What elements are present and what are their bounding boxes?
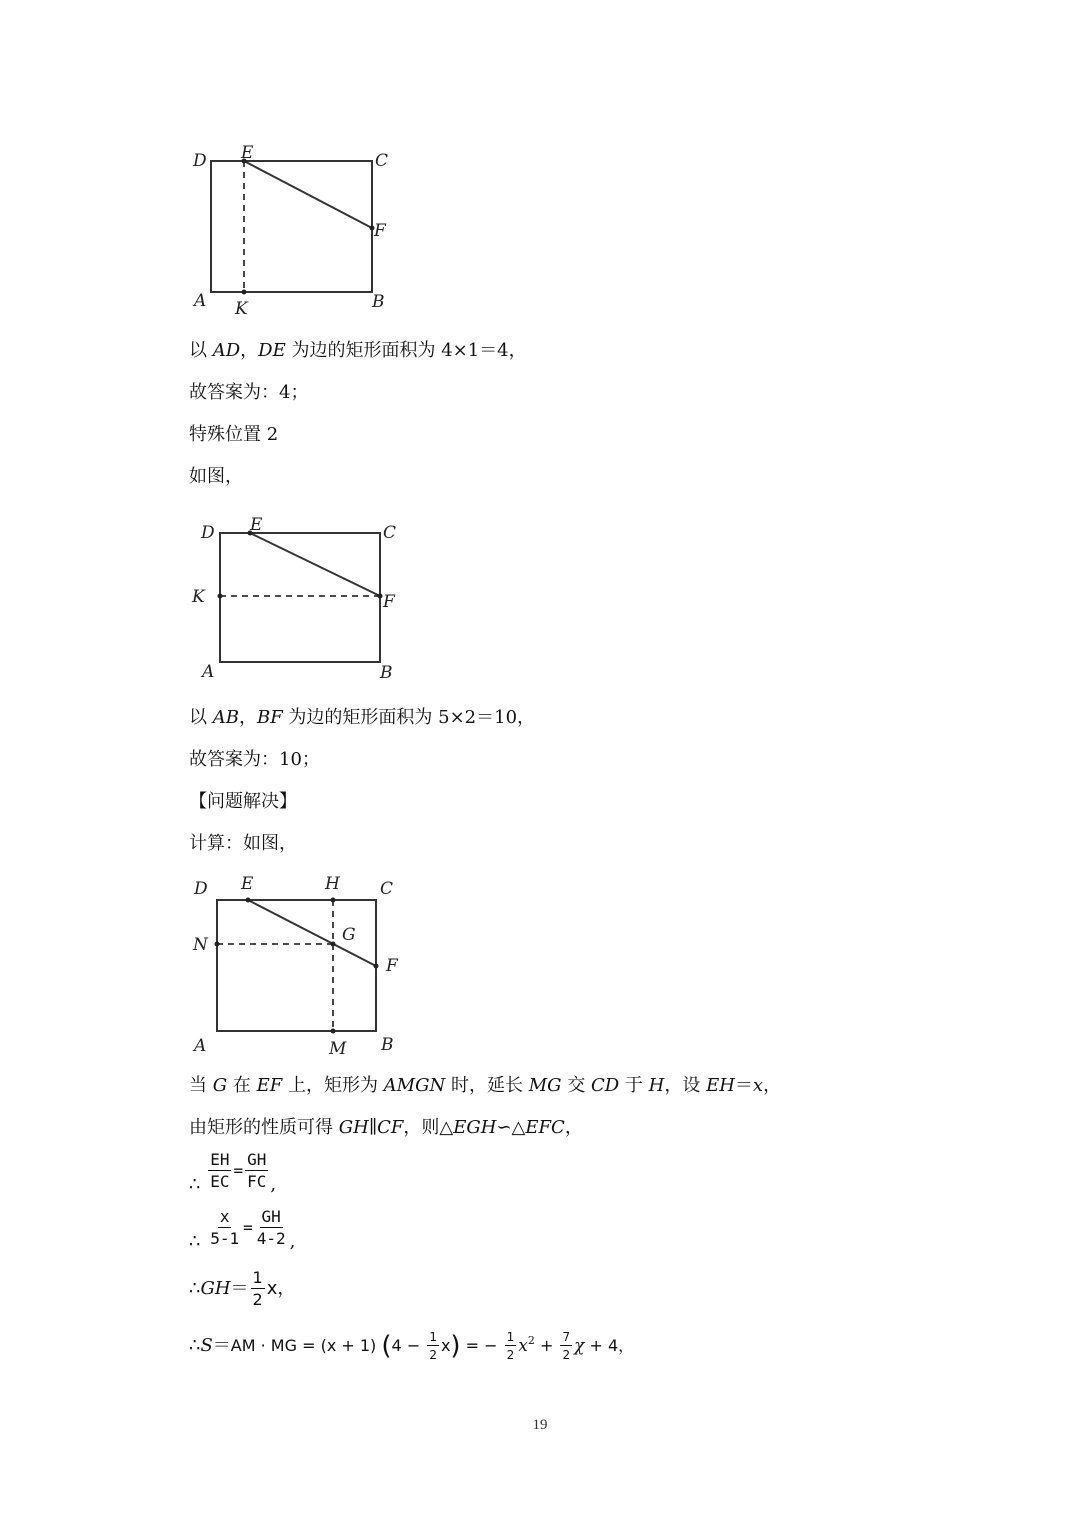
label-d: D bbox=[193, 151, 207, 171]
point-n bbox=[215, 942, 220, 947]
label-h: H bbox=[325, 874, 340, 894]
fraction-one-half: $\frac{1}{2}$ bbox=[252, 1268, 263, 1309]
equation-1: ∴ $\frac{EH}{EC}$ = $\frac{GH}{FC}$ , bbox=[189, 1150, 277, 1195]
label-k: K bbox=[192, 587, 205, 607]
figure-rectangle-2 bbox=[185, 510, 415, 690]
text-line-6: 故答案为：10； bbox=[189, 749, 320, 770]
text-line-3: 特殊位置 2 bbox=[189, 424, 279, 445]
fraction-eh-ec: $\frac{EH}{EC}$ bbox=[210, 1150, 230, 1191]
rectangle-abcd bbox=[211, 161, 372, 292]
text-line-7: 【问题解决】 bbox=[189, 791, 297, 812]
label-a: A bbox=[194, 291, 207, 311]
text-line-8: 计算：如图， bbox=[189, 833, 297, 854]
label-e: E bbox=[241, 874, 254, 894]
label-e: E bbox=[250, 515, 263, 535]
point-f bbox=[374, 964, 379, 969]
rectangle-abcd bbox=[220, 533, 380, 662]
point-h bbox=[331, 898, 336, 903]
equation-4: ∴S＝AM · MG = (x + 1) (4 − $\frac{1}{2}$ x) = − $\frac{1}{2}$ $x^2$ + $\frac{7}{2}$ χ + 4， bbox=[189, 1330, 635, 1362]
label-b: B bbox=[381, 1035, 394, 1055]
point-e bbox=[246, 898, 251, 903]
label-k: K bbox=[235, 299, 248, 319]
label-f: F bbox=[386, 956, 398, 976]
label-g: G bbox=[342, 925, 356, 945]
point-k bbox=[242, 290, 247, 295]
text-line-9: 当 G 在 EF 上，矩形为 AMGN 时，延长 MG 交 CD 于 H，设 EH＝x， bbox=[189, 1075, 782, 1096]
label-a: A bbox=[202, 662, 215, 682]
text-line-4: 如图， bbox=[189, 466, 243, 487]
label-b: B bbox=[380, 663, 393, 683]
point-k bbox=[218, 594, 223, 599]
label-m: M bbox=[329, 1039, 347, 1059]
figure-rectangle-1 bbox=[185, 140, 415, 320]
label-c: C bbox=[383, 523, 397, 543]
point-f bbox=[378, 594, 383, 599]
label-d: D bbox=[201, 523, 215, 543]
point-m bbox=[331, 1029, 336, 1034]
equation-2: ∴ $\frac{x}{5-1}$ = $\frac{GH}{4-2}$ , bbox=[189, 1207, 296, 1252]
text-line-5: 以 AB，BF 为边的矩形面积为 5×2＝10， bbox=[189, 707, 536, 728]
fraction-gh-fc: $\frac{GH}{FC}$ bbox=[247, 1150, 267, 1191]
equation-3: ∴GH＝ $\frac{1}{2}$ x， bbox=[189, 1268, 296, 1309]
label-f: F bbox=[383, 592, 395, 612]
label-c: C bbox=[375, 151, 389, 171]
page-number: 19 bbox=[532, 1417, 548, 1433]
fraction-gh-4-2: $\frac{GH}{4-2}$ bbox=[256, 1207, 286, 1248]
label-a: A bbox=[194, 1036, 207, 1056]
label-b: B bbox=[372, 292, 385, 312]
segment-ef bbox=[244, 161, 372, 228]
point-g bbox=[331, 942, 336, 947]
text-line-1: 以 AD，DE 为边的矩形面积为 4×1＝4， bbox=[189, 340, 527, 361]
text-line-10: 由矩形的性质可得 GH∥CF，则△EGH∽△EFC， bbox=[189, 1117, 583, 1138]
label-n: N bbox=[193, 935, 208, 955]
fraction-half-b: $\frac{1}{2}$ bbox=[506, 1330, 515, 1362]
fraction-half-a: $\frac{1}{2}$ bbox=[429, 1330, 437, 1362]
segment-ef bbox=[250, 533, 380, 596]
label-d: D bbox=[194, 879, 208, 899]
label-c: C bbox=[380, 879, 394, 899]
figure-rectangle-3 bbox=[185, 870, 415, 1060]
rectangle-abcd bbox=[217, 900, 376, 1031]
segment-ef bbox=[248, 900, 376, 966]
fraction-seven-half: $\frac{7}{2}$ bbox=[562, 1330, 571, 1362]
label-f: F bbox=[374, 221, 386, 241]
text-line-2: 故答案为：4； bbox=[189, 382, 309, 403]
label-e: E bbox=[241, 143, 254, 163]
fraction-x-5-1: $\frac{x}{5-1}$ bbox=[210, 1207, 240, 1248]
